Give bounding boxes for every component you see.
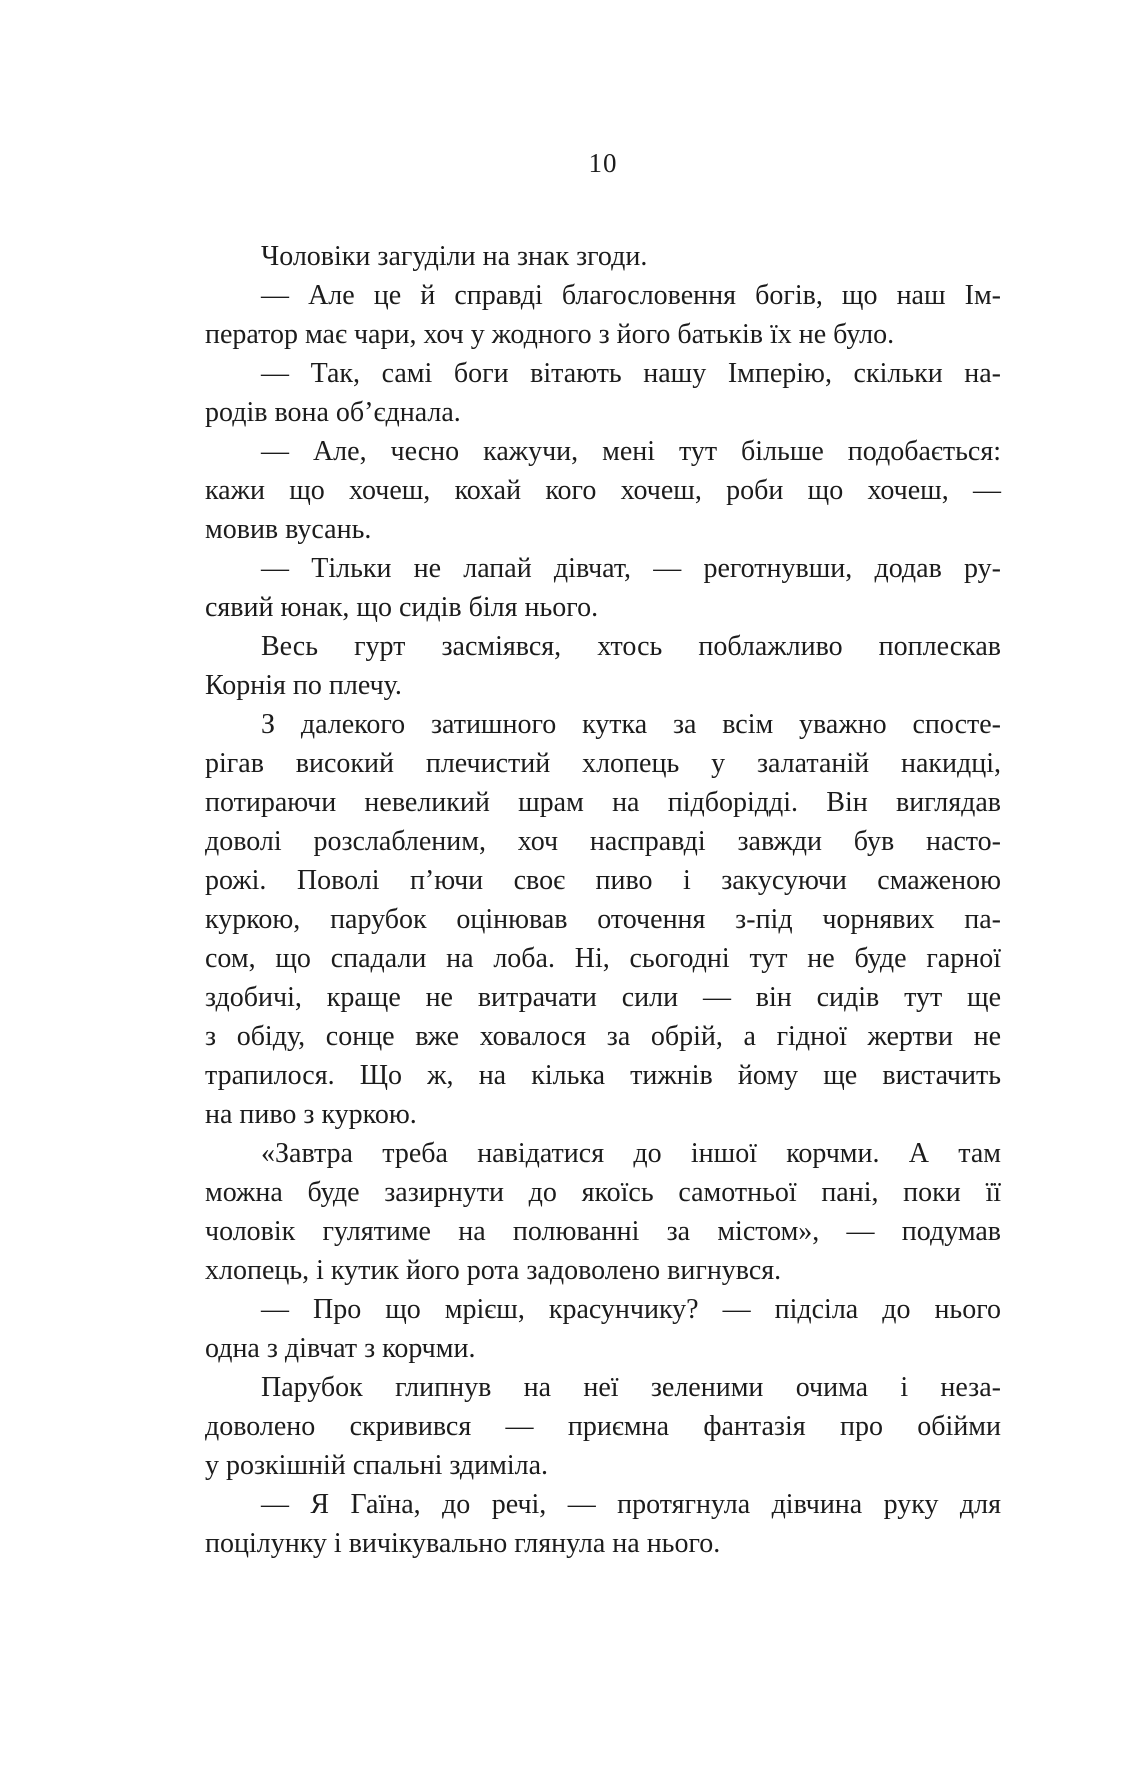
paragraph — [205, 627, 1001, 705]
text-line: Парубок глипнув на неї зеленими очима і неза- — [261, 1372, 1001, 1403]
paragraph — [205, 1485, 1001, 1563]
text-line: сявий юнак, що сидів біля нього. — [205, 592, 599, 623]
text-line: — Але це й справді благословення богів, що наш Ім- — [261, 280, 1001, 311]
text-line: поцілунку і вичікувально глянула на нього. — [205, 1528, 721, 1559]
text-line: з обіду, сонце вже ховалося за обрій, а гідної жертви не — [205, 1021, 1001, 1052]
page-number: 10 — [588, 148, 618, 178]
text-line: — Так, самі боги вітають нашу Імперію, скільки на- — [261, 358, 1001, 389]
text-line: мовив вусань. — [205, 514, 372, 545]
text-line: ператор має чари, хоч у жодного з його батьків їх не було. — [205, 319, 895, 350]
paragraph — [205, 705, 1001, 1134]
text-line: потираючи невеликий шрам на підборідді. Він виглядав — [205, 787, 1001, 818]
text-line: можна буде зазирнути до якоїсь самотньої пані, поки її — [205, 1177, 1001, 1208]
paragraph — [205, 549, 1001, 627]
text-block — [205, 237, 1001, 1563]
text-line: одна з дівчат з корчми. — [205, 1333, 476, 1364]
text-line: Корнія по плечу. — [205, 670, 402, 701]
text-line: Чоловіки загуділи на знак згоди. — [261, 241, 648, 272]
text-line: здобичі, краще не витрачати сили — він сидів тут ще — [205, 982, 1001, 1013]
paragraph — [205, 1134, 1001, 1290]
text-line: — Про що мрієш, красунчику? — підсіла до нього — [261, 1294, 1001, 1325]
text-line: доволено скривився — приємна фантазія про обійми — [205, 1411, 1001, 1442]
paragraph — [205, 354, 1001, 432]
text-line: Весь гурт засміявся, хтось поблажливо поплескав — [261, 631, 1001, 662]
text-line: куркою, парубок оцінював оточення з-під чорнявих па- — [205, 904, 1001, 935]
text-line: З далекого затишного кутка за всім уважно спосте- — [261, 709, 1001, 740]
text-line: — Але, чесно кажучи, мені тут більше подобається: — [261, 436, 1001, 467]
paragraph — [205, 276, 1001, 354]
text-line: хлопець, і кутик його рота задоволено вигнувся. — [205, 1255, 782, 1286]
text-line: рігав високий плечистий хлопець у залатаній накидці, — [205, 748, 1001, 779]
text-line: у розкішній спальні здиміла. — [205, 1450, 549, 1481]
paragraph — [205, 1290, 1001, 1368]
text-line: рожі. Поволі п’ючи своє пиво і закусуючи смаженою — [205, 865, 1001, 896]
text-line: родів вона об’єднала. — [205, 397, 461, 428]
text-line: «Завтра треба навідатися до іншої корчми. А там — [261, 1138, 1001, 1169]
paragraph — [205, 1368, 1001, 1485]
text-line: чоловік гулятиме на полюванні за містом», — подумав — [205, 1216, 1001, 1247]
text-line: — Я Гаїна, до речі, — протягнула дівчина руку для — [261, 1489, 1001, 1520]
paragraph — [205, 237, 1001, 276]
text-line: трапилося. Що ж, на кілька тижнів йому ще вистачить — [205, 1060, 1001, 1091]
text-line: на пиво з куркою. — [205, 1099, 417, 1130]
text-line: доволі розслабленим, хоч насправді завжди був насто- — [205, 826, 1001, 857]
paragraph — [205, 432, 1001, 549]
text-line: кажи що хочеш, кохай кого хочеш, роби що хочеш, — — [205, 475, 1001, 506]
text-line: — Тільки не лапай дівчат, — реготнувши, додав ру- — [261, 553, 1001, 584]
text-line: сом, що спадали на лоба. Ні, сьогодні тут не буде гарної — [205, 943, 1001, 974]
